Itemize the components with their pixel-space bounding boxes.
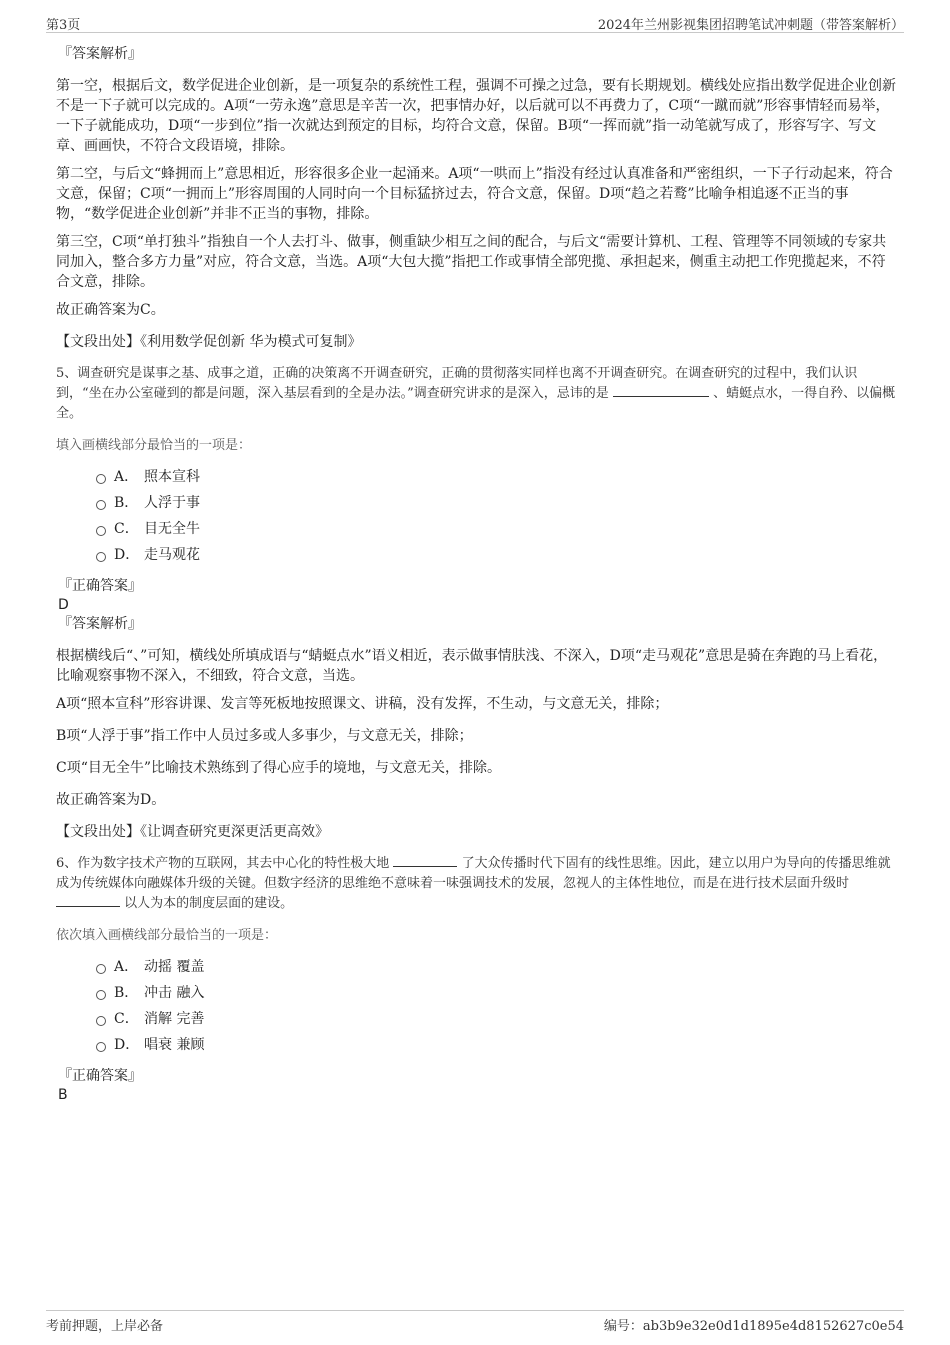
option-text: 消解 完善 bbox=[144, 1011, 205, 1027]
q4-source: 【文段出处】《利用数学促创新 华为模式可复制》 bbox=[56, 334, 362, 350]
q5-prompt: 填入画横线部分最恰当的一项是： bbox=[56, 438, 252, 453]
radio-icon[interactable] bbox=[96, 964, 106, 974]
option-text: 唱衰 兼顾 bbox=[144, 1037, 205, 1053]
radio-icon[interactable] bbox=[96, 500, 106, 510]
option-text: 冲击 融入 bbox=[144, 985, 205, 1001]
q5-explain-tag: 『答案解析』 bbox=[58, 616, 142, 632]
q5-stem-part-2: 、蜻蜓点水，一得自矜、以偏概全。 bbox=[56, 386, 896, 421]
q5-answer: D bbox=[58, 597, 69, 613]
q4-explain-para-3: 第三空，C项“单打独斗”指独自一个人去打斗、做事，侧重缺少相互之间的配合，与后文“需要计算机、工程、管理等不同领域的专家共同加入，整合多方力量”对应，符合文意，当选。A项“大包大揽”指把工作或事情全部兜揽、承担起来，侧重主动把工作兜揽起来，不符合文意，排除。 bbox=[56, 234, 887, 290]
q5-explain-para-4: C项“目无全牛”比喻技术熟练到了得心应手的境地，与文意无关，排除。 bbox=[56, 760, 502, 776]
q5-option-d[interactable] bbox=[96, 542, 896, 568]
option-letter: C． bbox=[114, 521, 139, 537]
q6-option-d[interactable] bbox=[96, 1032, 896, 1058]
q6-stem-part-2: 了大众传播时代下固有的线性思维。因此，建立以用户为导向的传播思维就成为传统媒体向融媒体升级的关键。但数字经济的思维绝不意味着一味强调技术的发展，忽视人的主体性地位，而是在进行技术层面升级时 bbox=[56, 856, 891, 891]
q5-options bbox=[56, 464, 896, 568]
q5-explain-para-1: 根据横线后“、”可知，横线处所填成语与“蜻蜓点水”语义相近，表示做事情肤浅、不深入，D项“走马观花”意思是骑在奔跑的马上看花，比喻观察事物不深入，不细致，符合文意，当选。 bbox=[56, 648, 888, 684]
footer-code: 编号：ab3b9e32e0d1d1895e4d8152627c0e54 bbox=[603, 1319, 904, 1334]
q5-option-c[interactable] bbox=[96, 516, 896, 542]
option-letter: A． bbox=[114, 469, 139, 485]
q6-option-a[interactable] bbox=[96, 954, 896, 980]
option-letter: B． bbox=[114, 495, 139, 511]
q5-stem bbox=[56, 364, 896, 424]
q4-explain-tag: 『答案解析』 bbox=[58, 46, 142, 62]
q4-conclusion: 故正确答案为C。 bbox=[56, 302, 165, 318]
q6-answer: B bbox=[58, 1087, 68, 1103]
page-footer bbox=[46, 1310, 904, 1335]
option-text: 动摇 覆盖 bbox=[144, 959, 205, 975]
radio-icon[interactable] bbox=[96, 1042, 106, 1052]
document-title: 2024年兰州影视集团招聘笔试冲刺题（带答案解析） bbox=[597, 18, 904, 33]
page-header bbox=[46, 12, 904, 33]
q6-option-c[interactable] bbox=[96, 1006, 896, 1032]
radio-icon[interactable] bbox=[96, 552, 106, 562]
option-letter: A． bbox=[114, 959, 139, 975]
q6-answer-tag: 『正确答案』 bbox=[58, 1068, 142, 1084]
q6-stem-part-3: 以人为本的制度层面的建设。 bbox=[124, 896, 294, 911]
q6-stem-part-1: 6、作为数字技术产物的互联网，其去中心化的特性极大地 bbox=[56, 856, 390, 871]
q5-option-a[interactable] bbox=[96, 464, 896, 490]
radio-icon[interactable] bbox=[96, 990, 106, 1000]
option-text: 目无全牛 bbox=[144, 521, 200, 537]
q4-explain-para-2: 第二空，与后文“蜂拥而上”意思相近，形容很多企业一起涌来。A项“一哄而上”指没有经过认真准备和严密组织，一下子行动起来，符合文意，保留；C项“一拥而上”形容周围的人同时向一个目标猛挤过去，符合文意，保留。D项“趋之若鹜”比喻争相追逐不正当的事物，“数学促进企业创新”并非不正当的事物，排除。 bbox=[56, 166, 893, 222]
q5-option-b[interactable] bbox=[96, 490, 896, 516]
q5-stem-part-1: 5、调查研究是谋事之基、成事之道，正确的决策离不开调查研究，正确的贯彻落实同样也离不开调查研究。在调查研究的过程中，我们认识到，“坐在办公室碰到的都是问题，深入基层看到的全是办法。”调查研究讲求的是深入，忌讳的是 bbox=[56, 366, 858, 401]
radio-icon[interactable] bbox=[96, 526, 106, 536]
option-text: 照本宣科 bbox=[144, 469, 200, 485]
q6-options bbox=[56, 954, 896, 1058]
radio-icon[interactable] bbox=[96, 474, 106, 484]
q5-explain-para-3: B项“人浮于事”指工作中人员过多或人多事少，与文意无关，排除； bbox=[56, 728, 473, 744]
option-letter: D． bbox=[114, 547, 140, 563]
page-content bbox=[56, 44, 896, 1104]
q5-blank bbox=[613, 384, 709, 397]
option-text: 走马观花 bbox=[144, 547, 200, 563]
q5-explain-para-2: A项“照本宣科”形容讲课、发言等死板地按照课文、讲稿，没有发挥，不生动，与文意无关，排除； bbox=[56, 696, 669, 712]
q6-option-b[interactable] bbox=[96, 980, 896, 1006]
radio-icon[interactable] bbox=[96, 1016, 106, 1026]
q4-explain-para-1: 第一空，根据后文，数学促进企业创新，是一项复杂的系统性工程，强调不可操之过急，要有长期规划。横线处应指出数学促进企业创新不是一下子就可以完成的。A项“一劳永逸”意思是辛苦一次，把事情办好，以后就可以不再费力了，C项“一蹴而就”形容事情轻而易举，一下子就能成功，D项“一步到位”指一次就达到预定的目标，均符合文意，保留。B项“一挥而就”指一动笔就写成了，形容写字、写文章、画画快，不符合文段语境，排除。 bbox=[56, 78, 896, 154]
q6-blank-1 bbox=[393, 854, 457, 867]
option-text: 人浮于事 bbox=[144, 495, 200, 511]
q6-prompt: 依次填入画横线部分最恰当的一项是： bbox=[56, 928, 278, 943]
option-letter: B． bbox=[114, 985, 139, 1001]
q5-source: 【文段出处】《让调查研究更深更活更高效》 bbox=[56, 824, 329, 840]
q5-conclusion: 故正确答案为D。 bbox=[56, 792, 166, 808]
option-letter: D． bbox=[114, 1037, 140, 1053]
q6-blank-2 bbox=[56, 894, 120, 907]
page-number: 第3页 bbox=[46, 18, 81, 33]
option-letter: C． bbox=[114, 1011, 139, 1027]
footer-motto: 考前押题，上岸必备 bbox=[46, 1319, 164, 1334]
q6-stem bbox=[56, 854, 896, 914]
q5-answer-tag: 『正确答案』 bbox=[58, 578, 142, 594]
